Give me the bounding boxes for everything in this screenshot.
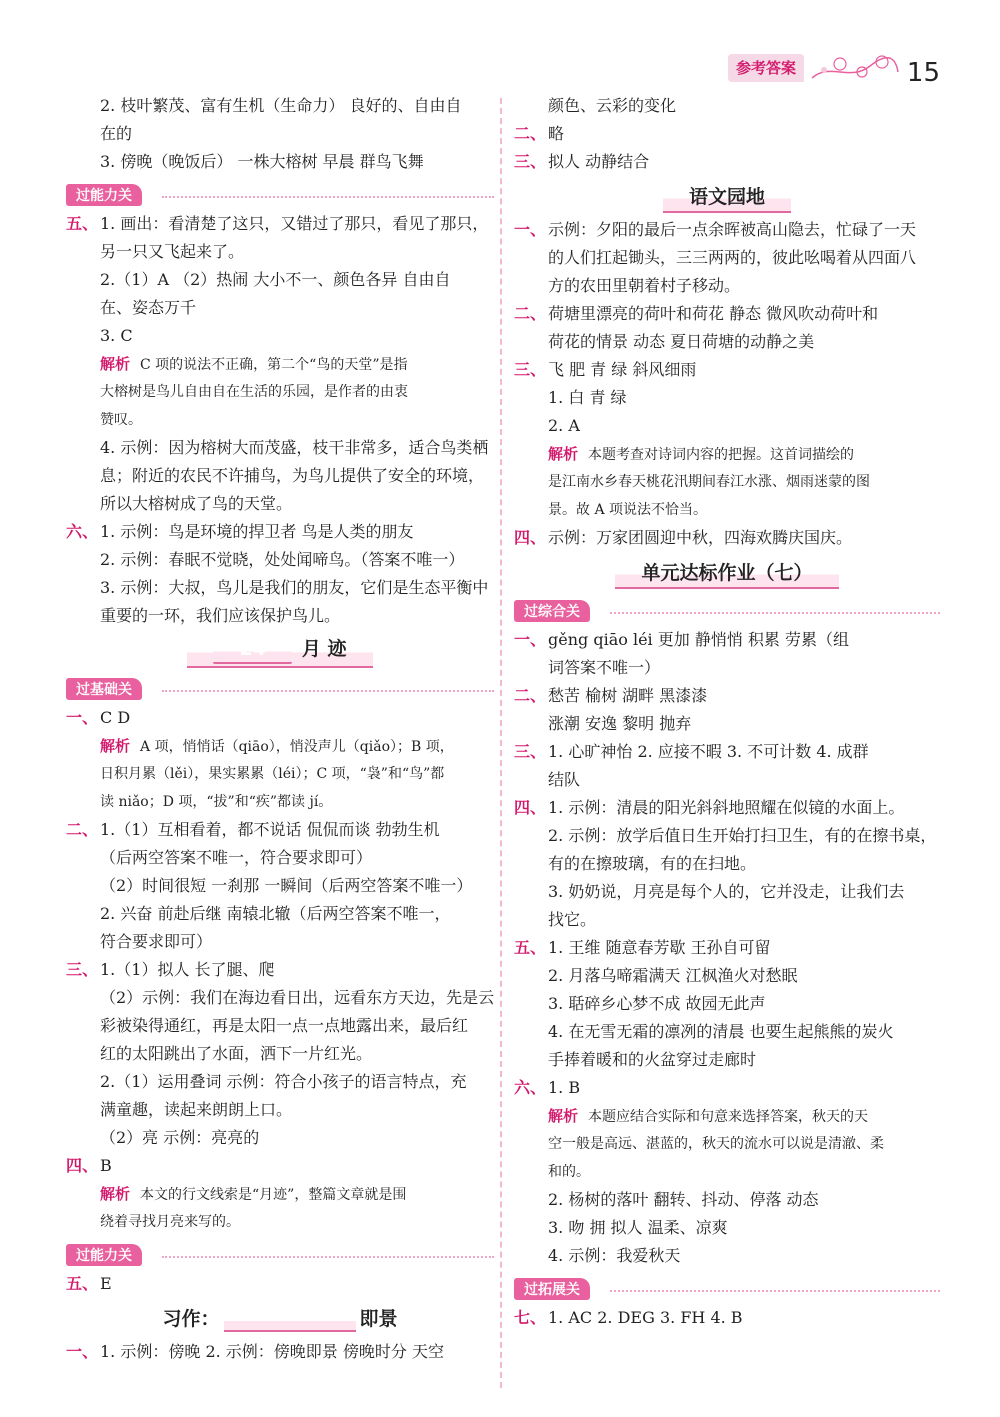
analysis-label: 解析 (548, 445, 579, 463)
section-label: 过综合关 (514, 600, 590, 622)
answer-line: 找它。 (548, 910, 597, 929)
answer-line: （2）时间很短 一刹那 一瞬间（后两空答案不唯一） (100, 876, 473, 895)
question-marker: 二、 (66, 820, 99, 839)
analysis-label: 解析 (548, 1107, 579, 1125)
section-tag (66, 1236, 494, 1270)
answer-line: （后两空答案不唯一，符合要求即可） (100, 848, 373, 867)
answer-line: 1. AC 2. DEG 3. FH 4. B (548, 1308, 743, 1327)
answer-line: 3. C (100, 326, 133, 345)
question-marker: 三、 (514, 360, 547, 379)
answer-line: 3. 奶奶说，月亮是每个人的，它并没走，让我们去 (548, 882, 905, 901)
question-marker: 七、 (514, 1308, 547, 1327)
composition-prefix: 习作： (162, 1308, 220, 1331)
question-marker: 一、 (66, 1342, 99, 1361)
answer-line: 4. 在无雪无霜的凛冽的清晨 也要生起熊熊的炭火 (548, 1022, 894, 1041)
answer-line: 3. 聒碎乡心梦不成 故园无此声 (548, 994, 766, 1013)
question-marker: 二、 (514, 124, 547, 143)
analysis-text: 日积月累（lěi），果实累累（léi）；C 项，“袅”和“鸟”都 (100, 766, 445, 782)
answer-line: 符合要求即可） (100, 932, 213, 951)
answer-line: 飞 肥 青 绿 斜风细雨 (548, 360, 697, 379)
answer-line: 2. 兴奋 前赴后继 南辕北辙（后两空答案不唯一， (100, 904, 451, 923)
answer-line: 在、姿态万千 (100, 298, 197, 317)
answer-line: 愁苦 榆树 湖畔 黑漆漆 (548, 686, 708, 705)
answer-line: 拟人 动静结合 (548, 152, 650, 171)
analysis-label: 解析 (100, 355, 131, 373)
section-tag (514, 592, 940, 626)
answer-line: 3. 示例：大叔，鸟儿是我们的朋友，它们是生态平衡中 (100, 578, 489, 597)
answer-line: 有的在擦玻璃，有的在扫地。 (548, 854, 757, 873)
answer-line: 的人们扛起锄头，三三两两的，彼此吆喝着从四面八 (548, 248, 917, 267)
answer-line: 荷塘里漂亮的荷叶和荷花 静态 微风吹动荷叶和 (548, 304, 879, 323)
answer-line: E (100, 1274, 112, 1293)
analysis-text: A 项，悄悄话（qiāo），悄没声儿（qiǎo）；B 项， (140, 739, 454, 755)
left-column (66, 92, 494, 1366)
analysis-text: 本题应结合实际和句意来选择答案，秋天的天 (588, 1109, 869, 1125)
question-marker: 四、 (514, 798, 547, 817)
answer-line: 3. 吻 拥 拟人 温柔、凉爽 (548, 1218, 728, 1237)
answer-line: 词答案不唯一） (548, 658, 661, 677)
answer-line: 红的太阳跳出了水面，洒下一片红光。 (100, 1044, 373, 1063)
answer-line: 2. 示例：春眠不觉晓，处处闻啼鸟。（答案不唯一） (100, 550, 465, 569)
analysis-text: 和的。 (548, 1164, 590, 1180)
analysis-text: 是江南水乡春天桃花汛期间春江水涨、烟雨迷蒙的图 (548, 474, 870, 490)
column-divider (500, 98, 502, 1388)
analysis-text: 绕着寻找月亮来写的。 (100, 1214, 240, 1230)
answer-line: gěng qiāo léi 更加 静悄悄 积累 劳累（组 (548, 630, 850, 649)
answer-line: （2）示例：我们在海边看日出，远看东方天边，先是云 (100, 988, 495, 1007)
answer-line: 结队 (548, 770, 581, 789)
analysis-text: 本文的行文线索是“月迹”，整篇文章就是围 (140, 1187, 407, 1203)
question-marker: 五、 (66, 214, 99, 233)
title-blank (224, 1308, 356, 1332)
answer-line: 另一只又飞起来了。 (100, 242, 245, 261)
answer-line: 2. 月落乌啼霜满天 江枫渔火对愁眠 (548, 966, 798, 985)
answer-line: 荷花的情景 动态 夏日荷塘的动静之美 (548, 332, 815, 351)
question-marker: 四、 (514, 528, 547, 547)
question-marker: 一、 (514, 220, 547, 239)
lesson-title-text: 月 迹 (301, 638, 347, 660)
answer-line: 4. 示例：我爱秋天 (548, 1246, 681, 1265)
answer-line: 2. 示例：放学后值日生开始打扫卫生，有的在擦书桌， (548, 826, 937, 845)
flower-decoration-icon (810, 52, 900, 84)
lesson-title (66, 630, 494, 670)
answer-line: 1.（1）拟人 长了腿、爬 (100, 960, 275, 979)
answer-line: 1. 白 青 绿 (548, 388, 627, 407)
section-tag (514, 1270, 940, 1304)
answer-line: 1. 示例：鸟是环境的捍卫者 鸟是人类的朋友 (100, 522, 414, 541)
section-label: 过能力关 (66, 1244, 142, 1266)
analysis-label: 解析 (100, 737, 131, 755)
analysis-text: 赞叹。 (100, 412, 142, 428)
answer-line: 略 (548, 124, 565, 143)
question-marker: 一、 (514, 630, 547, 649)
question-marker: 五、 (66, 1274, 99, 1293)
answer-line: 1. 示例：傍晚 2. 示例：傍晚即景 傍晚时分 天空 (100, 1342, 444, 1361)
answer-line: 彩被染得通红，再是太阳一点一点地露出来，最后红 (100, 1016, 469, 1035)
answer-line: 示例：夕阳的最后一点余晖被高山隐去，忙碌了一天 (548, 220, 917, 239)
answer-line: 在的 (100, 124, 133, 143)
page-header (728, 52, 900, 84)
answer-line: 1. B (548, 1078, 581, 1097)
question-marker: 三、 (514, 152, 547, 171)
analysis-text: 本题考查对诗词内容的把握。这首词描绘的 (588, 447, 855, 463)
answer-line: 2. 杨树的落叶 翻转、抖动、停落 动态 (548, 1190, 819, 1209)
answer-line: 所以大榕树成了鸟的天堂。 (100, 494, 293, 513)
analysis-text: C 项的说法不正确，第二个“鸟的天堂”是指 (140, 357, 408, 373)
answer-line: 1. 心旷神怡 2. 应接不暇 3. 不可计数 4. 成群 (548, 742, 869, 761)
question-marker: 三、 (66, 960, 99, 979)
section-label: 过拓展关 (514, 1278, 590, 1300)
right-column (514, 92, 940, 1332)
answer-line: 1.（1）互相看着，都不说话 侃侃而谈 勃勃生机 (100, 820, 440, 839)
answer-line: 2. 枝叶繁茂、富有生机（生命力） 良好的、自由自 (100, 96, 462, 115)
answer-line: C D (100, 708, 131, 727)
composition-title (66, 1298, 494, 1338)
lesson-number: 24 (213, 636, 291, 664)
question-marker: 二、 (514, 686, 547, 705)
composition-suffix: 即景 (359, 1308, 398, 1331)
answer-line: 息；附近的农民不许捕鸟，为鸟儿提供了安全的环境， (100, 466, 485, 485)
section-title (514, 176, 940, 216)
answer-line: 1. 示例：清晨的阳光斜斜地照耀在似镜的水面上。 (548, 798, 905, 817)
section-title-text: 语文园地 (663, 180, 791, 213)
section-label: 过基础关 (66, 678, 142, 700)
analysis-text: 大榕树是鸟儿自由自在生活的乐园，是作者的由衷 (100, 384, 408, 400)
section-tag (66, 176, 494, 210)
answer-line: 4. 示例：因为榕树大而茂盛，枝干非常多，适合鸟类栖 (100, 438, 489, 457)
page-number: 15 (906, 58, 940, 88)
question-marker: 六、 (66, 522, 99, 541)
section-title-text: 单元达标作业（七） (615, 556, 838, 589)
answer-line: （2）亮 示例：亮亮的 (100, 1128, 260, 1147)
section-tag (66, 670, 494, 704)
analysis-text: 空一般是高远、湛蓝的，秋天的流水可以说是清澈、柔 (548, 1136, 884, 1152)
answer-line: 2. A (548, 416, 580, 435)
answer-line: B (100, 1156, 112, 1175)
section-label: 过能力关 (66, 184, 142, 206)
answer-line: 手捧着暖和的火盆穿过走廊时 (548, 1050, 757, 1069)
answer-line: 涨潮 安逸 黎明 抛弃 (548, 714, 692, 733)
analysis-text: 景。故 A 项说法不恰当。 (548, 502, 708, 518)
answer-line: 1. 画出：看清楚了这只，又错过了那只，看见了那只， (100, 214, 489, 233)
section-title (514, 552, 940, 592)
analysis-text: 读 niǎo；D 项，“拔”和“疾”都读 jí。 (100, 794, 333, 810)
answer-line: 2.（1）运用叠词 示例：符合小孩子的语言特点，充 (100, 1072, 467, 1091)
answer-line: 颜色、云彩的变化 (548, 96, 677, 115)
question-marker: 二、 (514, 304, 547, 323)
answer-line: 3. 傍晚（晚饭后） 一株大榕树 早晨 群鸟飞舞 (100, 152, 424, 171)
question-marker: 一、 (66, 708, 99, 727)
answer-line: 满童趣，读起来朗朗上口。 (100, 1100, 293, 1119)
question-marker: 四、 (66, 1156, 99, 1175)
answer-line: 示例：万家团圆迎中秋，四海欢腾庆国庆。 (548, 528, 853, 547)
analysis-label: 解析 (100, 1185, 131, 1203)
answer-line: 方的农田里朝着村子移动。 (548, 276, 741, 295)
answer-line: 2.（1）A （2）热闹 大小不一、颜色各异 自由自 (100, 270, 451, 289)
question-marker: 三、 (514, 742, 547, 761)
answer-line: 重要的一环，我们应该保护鸟儿。 (100, 606, 341, 625)
question-marker: 六、 (514, 1078, 547, 1097)
question-marker: 五、 (514, 938, 547, 957)
answer-line: 1. 王维 随意春芳歇 王孙自可留 (548, 938, 771, 957)
header-label: 参考答案 (728, 54, 804, 82)
